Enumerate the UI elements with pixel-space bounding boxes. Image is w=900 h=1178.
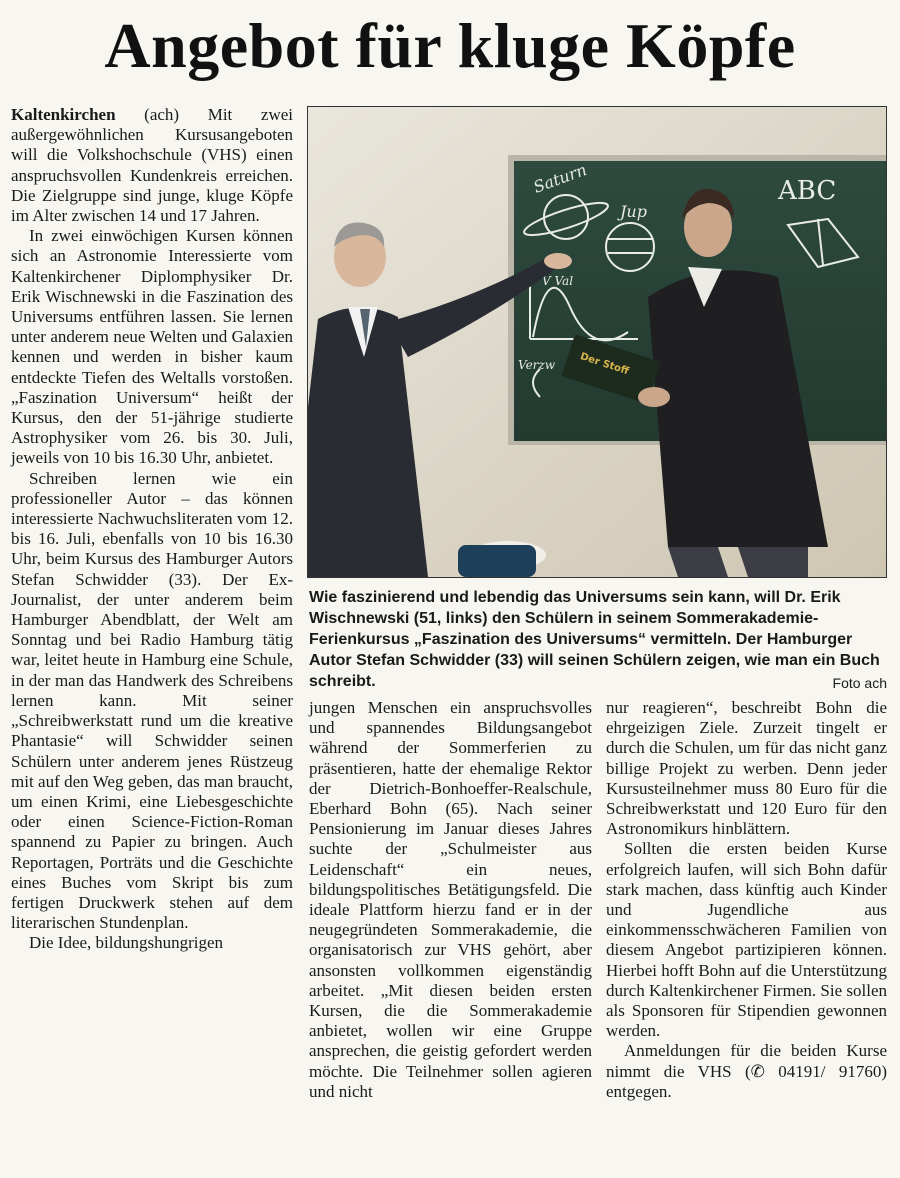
article-column-3 (606, 698, 887, 1102)
paragraph: Schreiben lernen wie ein professioneller Autor – das können interessierte Nachwuchsliteraten vom 12. bis 16. Juli, ebenfalls von 10 bis 16.30 Uhr, beim Kursus des Hamburger Autors Stefan Schwidder (33). Der Ex-Journalist, der unter anderem beim Hamburger Abendblatt, der Welt am Sonntag und bei Radio Hamburg tätig war, leitet heute in Hamburg eine Schule, in der man das Handwerk des Schreibens lernen kann. Mit seiner „Schreibwerkstatt rund um die kreative Phantasie“ will Schwidder seinen Schülern unter anderem jenes Rüstzeug mit auf den Weg geben, das man braucht, um einen Krimi, eine Liebesgeschichte oder einen Science-Fiction-Roman spannend zu Papier zu bringen. Auch Reportagen, Porträts und die Geschichte eines Buches vom Skript bis zum fertigen Druckwerk stehen auf dem literarischen Stundenplan. (11, 468, 293, 933)
paragraph: jungen Menschen ein anspruchsvolles und spannendes Bildungsangebot während der Sommerferien zu präsentieren, hatte der ehemalige Rektor der Dietrich-Bonhoeffer-Realschule, Eberhard Bohn (65). Nach seiner Pensionierung im Januar dieses Jahres suchte der „Schulmeister aus Leidenschaft“ ein neues, bildungspolitisches Betätigungsfeld. Die ideale Plattform hierzu fand er in der neugegründeten Sommerakademie, die organisatorisch zur VHS gehört, aber ansonsten vollkommen eigenständig arbeitet. „Mit diesen beiden ersten Kursen, die die Sommerakademie anbietet, wollen wir eine Gruppe ansprechen, die geistig gefordert werden möchte. Die Teilnehmer sollen agieren und nicht (309, 698, 592, 1101)
article-column-2 (309, 698, 592, 1102)
blue-mug (458, 545, 536, 577)
dateline: Kaltenkirchen (11, 105, 116, 124)
board-label-abc: ABC (778, 176, 837, 206)
photo-illustration (308, 107, 886, 577)
article-column-1 (11, 105, 293, 954)
paragraph: Sollten die ersten beiden Kurse erfolgreich laufen, will sich Bohn dafür stark machen, dass künftig auch Kinder und Jugendliche aus einkommensschwächeren Familien von diesem Angebot partizipieren können. Hierbei hofft Bohn auf die Unterstützung durch Kaltenkirchener Firmen. Sie sollen als Sponsoren für Stipendien gewonnen werden. (606, 839, 887, 1041)
paragraph-text: (ach) Mit zwei außergewöhnlichen Kursusangeboten will die Volkshochschule (VHS) einen anspruchsvollen Kundenkreis erreichen. Die Zielgruppe sind junge, kluge Köpfe im Alter zwischen 14 und 17 Jahren. (11, 105, 293, 226)
photo-caption (309, 587, 887, 694)
paragraph: nur reagieren“, beschreibt Bohn die ehrgeizigen Ziele. Zurzeit tingelt er durch die Schulen, um für das nicht ganz billige Projekt zu werben. Denn jeder Kursusteilnehmer muss 80 Euro für die Schreibwerkstatt und 120 Euro für den Astronomikurs hinblättern. (606, 698, 887, 839)
paragraph: Die Idee, bildungshungrigen (29, 933, 224, 953)
held-book-title: Der Stoff (578, 351, 631, 378)
board-label-val: V Val (542, 274, 574, 288)
paragraph: Anmeldungen für die beiden Kurse nimmt die VHS (✆ 04191/ 91760) entgegen. (606, 1041, 887, 1101)
board-label-saturn: Saturn (530, 160, 590, 197)
caption-text: Wie faszinierend und lebendig das Universums sein kann, will Dr. Erik Wischnewski (51, links) den Schülern in seinem Sommerakademie-Ferienkursus „Faszination des Universums“ vermitteln. Der Hamburger Autor Stefan Schwidder (33) will seinen Schülern zeigen, wie man ein Buch schreibt. (309, 589, 880, 690)
paragraph: In zwei einwöchigen Kursen können sich an Astronomie Interessierte vom Kaltenkirchener Diplomphysiker Dr. Erik Wischnewski in die Faszination des Universums entführen lassen. Sie lernen unter anderem neue Welten und Galaxien kennen und werden in bisher kaum entdeckte Tiefen des Weltalls vorstoßen. „Faszination Universum“ heißt der Kursus, den der 51-jährige studierte Astrophysiker vom 26. bis 30. Juli, jeweils von 10 bis 16.30 Uhr, anbietet. (11, 226, 293, 468)
board-label-jupiter: Jup (620, 202, 647, 221)
board-label-verzw: Verzw (518, 358, 555, 372)
paragraph (11, 105, 293, 226)
headline: Angebot für kluge Köpfe (104, 10, 796, 81)
news-photo (307, 106, 887, 578)
photo-credit: Foto ach (832, 675, 887, 691)
